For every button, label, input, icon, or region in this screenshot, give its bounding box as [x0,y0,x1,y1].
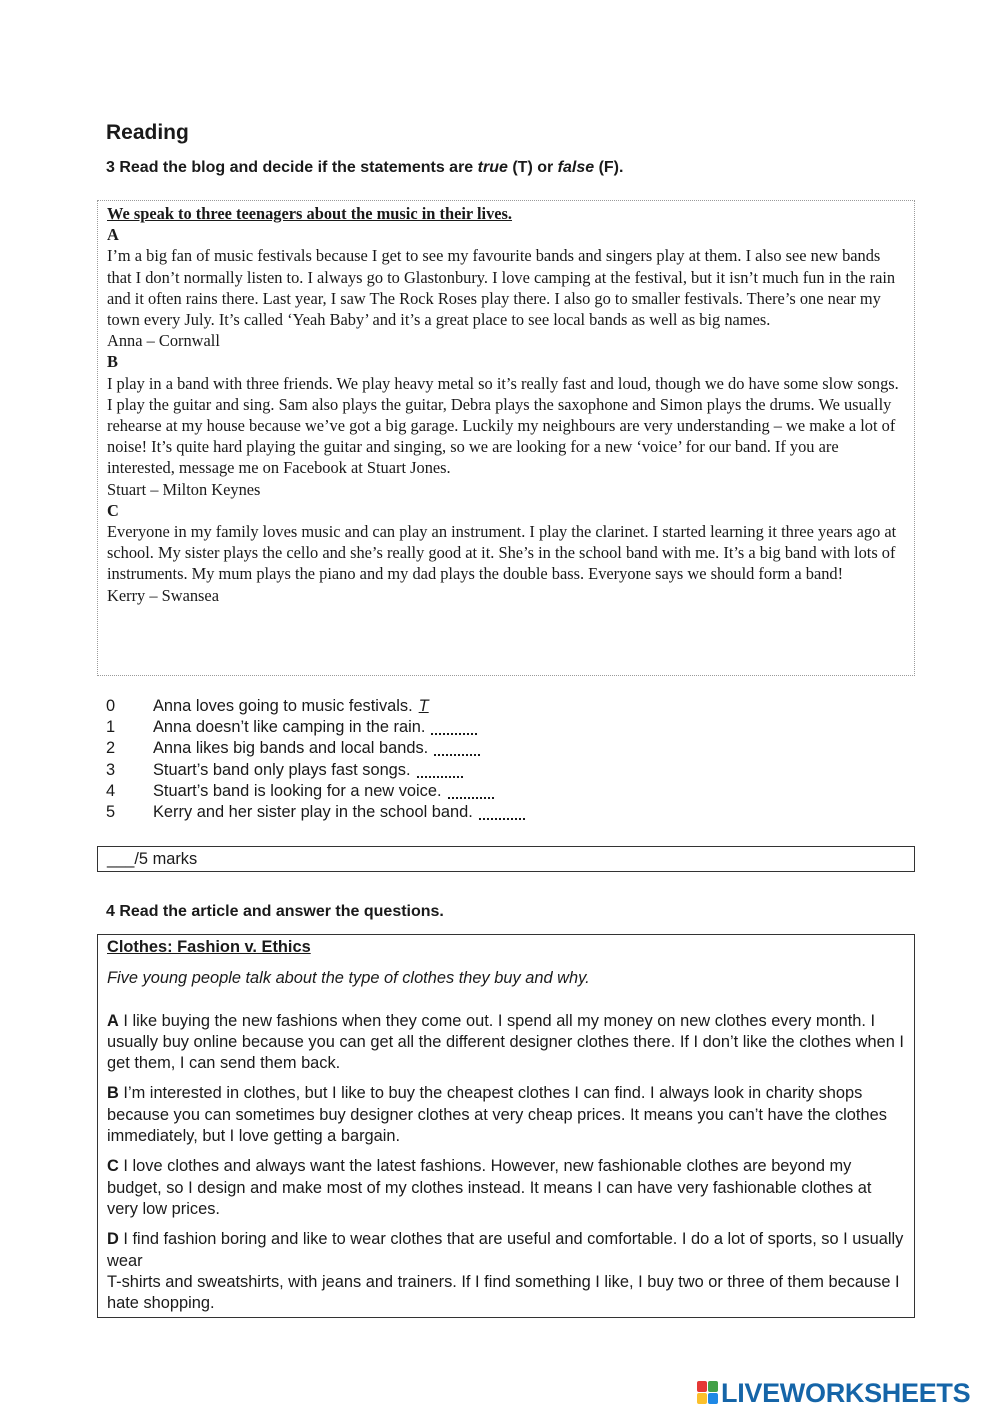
instruction-text: 3 Read the blog and decide if the statements are [106,159,478,176]
statement-text: Stuart’s band is looking for a new voice. [153,781,442,800]
article-subtitle: Five young people talk about the type of clothes they buy and why. [107,969,590,988]
blog-signature: Stuart – Milton Keynes [107,479,261,499]
statement-number: 2 [106,739,116,758]
blog-signature: Kerry – Swansea [107,585,219,605]
blog-section-text: I’m a big fan of music festivals because I get to see my favourite bands and singers play at them. I also see new bands that I don’t normally listen to. I always go to Glastonbury. I love camping at the festival, but it isn’t much fun in the rain and it often rains there. Last year, I saw The Rock Roses play there. I also go to smaller festivals. There’s one near my town every July. It’s called ‘Yeah Baby’ and it’s a great place to see local bands as well as big names. [107,246,896,330]
statement-list [106,696,525,823]
exercise-4-instruction: 4 Read the article and answer the questions. [106,903,444,920]
blog-section-text: Everyone in my family loves music and can play an instrument. I play the clarinet. I started learning it three years ago at school. My sister plays the cello and she’s really good at it. She’s in the school band with me. It’s a big band with lots of instruments. My mum plays the piano and my dad plays the double bass. Everyone says we should form a band! [107,522,897,584]
blog-section-letter: A [107,225,119,245]
instruction-text: (F). [594,159,624,176]
instruction-true-word: true [477,159,508,176]
article-paragraph [107,1083,906,1147]
blog-section-letter: C [107,500,119,520]
article-paragraph [107,1229,906,1314]
liveworksheets-logo[interactable] [697,1378,970,1408]
statement-row [106,696,525,717]
paragraph-letter: B [107,1084,119,1103]
statement-text: Stuart’s band only plays fast songs. [153,760,411,779]
statement-row [106,738,525,759]
paragraph-letter: A [107,1011,119,1030]
paragraph-text: T-shirts and sweatshirts, with jeans and trainers. If I find something I like, I buy two or three of them because I hate shopping. [107,1272,900,1313]
example-answer: T [418,697,429,715]
statement-number: 5 [106,803,116,822]
article-box [97,934,915,1318]
statement-row [106,760,525,781]
statement-text: Anna likes big bands and local bands. [153,739,429,758]
statement-number: 0 [106,697,116,715]
paragraph-letter: C [107,1157,119,1176]
statement-row [106,781,525,802]
answer-blank[interactable] [417,760,463,778]
statement-text: Kerry and her sister play in the school band. [153,803,473,822]
paragraph-text: I love clothes and always want the latest fashions. However, new fashionable clothes are beyond my budget, so I design and make most of my clothes instead. It means I can have very fashionable clothes at very low prices. [107,1157,872,1218]
article-title: Clothes: Fashion v. Ethics [107,938,311,956]
statement-number: 1 [106,718,116,737]
logo-text: LIVEWORKSHEETS [721,1377,971,1408]
blog-signature: Anna – Cornwall [107,331,220,351]
statement-row [106,717,525,738]
blog-section-letter: B [107,352,118,372]
statement-row [106,802,525,823]
statement-number: 4 [106,781,116,800]
blog-box [97,200,915,676]
answer-blank[interactable] [448,781,494,799]
paragraph-text: I like buying the new fashions when they come out. I spend all my money on new clothes every month. I usually buy online because you can get all the different designer clothes there. If I don’t like the clothes when I get them, I can send them back. [107,1011,904,1073]
instruction-false-word: false [557,159,595,176]
answer-blank[interactable] [479,802,525,820]
statement-text: Anna loves going to music festivals. [153,697,413,715]
answer-blank[interactable] [431,717,477,735]
exercise-3-instruction [106,159,623,177]
section-title: Reading [106,121,189,144]
statement-text: Anna doesn’t like camping in the rain. [153,718,426,737]
paragraph-text: I find fashion boring and like to wear clothes that are useful and comfortable. I do a lot of sports, so I usually wear [107,1230,904,1270]
blog-section-text: I play in a band with three friends. We play heavy metal so it’s really fast and loud, though we do have some slow songs. I play the guitar and sing. Sam also plays the guitar, Debra plays the saxophone and Simon plays the drums. We usually rehearse at my house because we’ve got a big garage. Luckily my neighbours are very understanding – we make a lot of noise! It’s quite hard playing the guitar and singing, so we are looking for a new ‘voice’ for our band. If you are interested, message me on Facebook at Stuart Jones. [107,373,899,478]
answer-blank[interactable] [434,738,480,756]
paragraph-text: I’m interested in clothes, but I like to buy the cheapest clothes I can find. I always look in charity shops because you can sometimes buy designer clothes at very cheap prices. It means you can’t have the clothes immediately, but I love getting a bargain. [107,1084,887,1146]
instruction-text: (T) or [507,159,558,176]
article-paragraph [107,1156,906,1220]
marks-box: ___/5 marks [97,846,915,872]
logo-mark-icon [697,1381,719,1405]
paragraph-letter: D [107,1230,119,1249]
blog-heading: We speak to three teenagers about the music in their lives. [107,204,513,223]
statement-number: 3 [106,760,116,779]
article-paragraph [107,1011,906,1075]
